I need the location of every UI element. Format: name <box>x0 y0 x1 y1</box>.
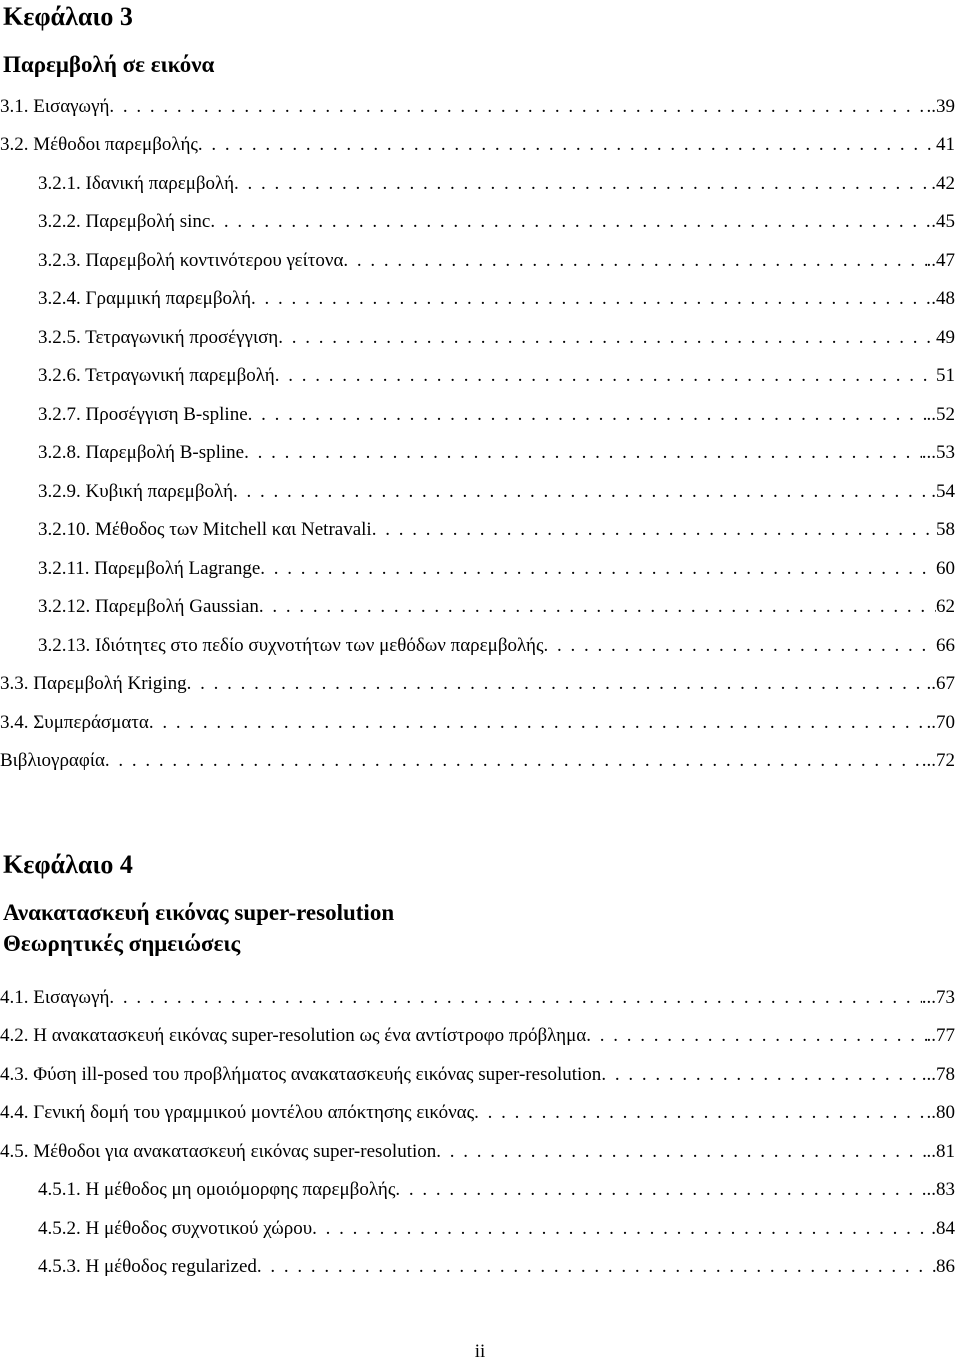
toc-entry[interactable] <box>0 1141 955 1163</box>
toc-page-number: .54 <box>931 481 955 502</box>
toc-entry-title: 3.3. Παρεμβολή Kriging <box>0 673 187 694</box>
toc-entry[interactable] <box>0 134 955 156</box>
toc-entry[interactable] <box>0 96 955 118</box>
toc-page-number: ..39 <box>926 96 955 117</box>
toc-entry-title: 3.2.4. Γραμμική παρεμβολή <box>38 288 252 309</box>
toc-page-number: 62 <box>936 596 955 617</box>
toc-page-number: ...72 <box>921 750 955 771</box>
toc-entry-title: 3.2.12. Παρεμβολή Gaussian <box>38 596 259 617</box>
toc-page-number: ..67 <box>926 673 955 694</box>
toc-page-number: ...78 <box>921 1064 955 1085</box>
dot-leader <box>251 288 931 310</box>
toc-entry[interactable] <box>0 327 955 349</box>
toc-page-number: ..47 <box>926 250 955 271</box>
toc-entry-title: 3.4. Συμπεράσματα <box>0 712 149 733</box>
dot-leader <box>586 1025 926 1047</box>
chapter-3-heading: Κεφάλαιο 3 <box>3 2 133 31</box>
toc-entry[interactable] <box>0 750 955 772</box>
dot-leader <box>544 635 936 657</box>
toc-entry-title: 3.2.7. Προσέγγιση B-spline <box>38 404 248 425</box>
toc-page-number: ..77 <box>926 1025 955 1046</box>
toc-page-number: .45 <box>931 211 955 232</box>
toc-page-number: ..52 <box>926 404 955 425</box>
toc-page-number: ...83 <box>921 1179 955 1200</box>
dot-leader <box>198 134 936 156</box>
dot-leader <box>248 404 927 426</box>
toc-entry[interactable] <box>0 1102 955 1124</box>
dot-leader <box>105 750 922 772</box>
toc-page-number: 51 <box>936 365 955 386</box>
dot-leader <box>257 1256 936 1278</box>
toc-entry-title: 3.2.8. Παρεμβολή B-spline <box>38 442 245 463</box>
dot-leader <box>395 1179 921 1201</box>
dot-leader <box>234 173 931 195</box>
chapter-4-heading: Κεφάλαιο 4 <box>3 850 133 879</box>
toc-entry[interactable] <box>0 1256 955 1278</box>
chapter-4-subtitle: Θεωρητικές σημειώσεις <box>3 931 241 956</box>
toc-page-number: 66 <box>936 635 955 656</box>
dot-leader <box>312 1218 931 1240</box>
toc-entry-title: 3.2.13. Ιδιότητες στο πεδίο συχνοτήτων των μεθόδων παρεμβολής <box>38 635 544 656</box>
toc-entry-title: 3.2. Μέθοδοι παρεμβολής <box>0 134 198 155</box>
dot-leader <box>601 1064 921 1086</box>
toc-entry-title: 4.4. Γενική δομή του γραμμικού μοντέλου απόκτησης εικόνας <box>0 1102 475 1123</box>
toc-page-number: ..80 <box>926 1102 955 1123</box>
dot-leader <box>233 481 931 503</box>
toc-page-number: 60 <box>936 558 955 579</box>
dot-leader <box>474 1102 926 1124</box>
toc-page-number: .84 <box>931 1218 955 1239</box>
toc-entry-title: 4.2. Η ανακατασκευή εικόνας super-resolution ως ένα αντίστροφο πρόβλημα <box>0 1025 587 1046</box>
toc-page-number: .42 <box>931 173 955 194</box>
toc-page-number: 49 <box>936 327 955 348</box>
toc-entry-title: 4.5.2. Η μέθοδος συχνοτικού χώρου <box>38 1218 313 1239</box>
toc-entry[interactable] <box>0 365 955 387</box>
toc-entry[interactable] <box>0 173 955 195</box>
toc-entry-title: 4.1. Εισαγωγή <box>0 987 110 1008</box>
toc-entry[interactable] <box>0 519 955 541</box>
dot-leader <box>210 211 931 233</box>
toc-page-number: 86 <box>936 1256 955 1277</box>
toc-page-number: .48 <box>931 288 955 309</box>
toc-entry-title: 3.2.10. Μέθοδος των Mitchell και Netravali <box>38 519 372 540</box>
dot-leader <box>109 987 921 1009</box>
dot-leader <box>109 96 926 118</box>
toc-entry[interactable] <box>0 1179 955 1201</box>
page-number: ii <box>474 1341 486 1362</box>
toc-entry-title: 3.2.2. Παρεμβολή sinc <box>38 211 211 232</box>
dot-leader <box>244 442 922 464</box>
toc-page-number: ...73 <box>921 987 955 1008</box>
toc-entry-title: 4.5. Μέθοδοι για ανακατασκευή εικόνας super-resolution <box>0 1141 437 1162</box>
dot-leader <box>260 558 936 580</box>
dot-leader <box>275 365 936 387</box>
toc-entry-title: 3.2.6. Τετραγωνική παρεμβολή <box>38 365 275 386</box>
dot-leader <box>278 327 936 349</box>
toc-page-number: ..81 <box>926 1141 955 1162</box>
toc-entry[interactable] <box>0 404 955 426</box>
toc-page-number: ...53 <box>921 442 955 463</box>
toc-entry[interactable] <box>0 987 955 1009</box>
dot-leader <box>343 250 926 272</box>
dot-leader <box>436 1141 926 1163</box>
toc-page-number: ..70 <box>926 712 955 733</box>
toc-entry[interactable] <box>0 481 955 503</box>
toc-entry-title: 3.2.5. Τετραγωνική προσέγγιση <box>38 327 279 348</box>
toc-entry-title: 3.2.9. Κυβική παρεμβολή <box>38 481 234 502</box>
toc-entry[interactable] <box>0 288 955 310</box>
toc-entry-title: 3.2.3. Παρεμβολή κοντινότερου γείτονα <box>38 250 344 271</box>
toc-entry-title: 3.2.11. Παρεμβολή Lagrange <box>38 558 261 579</box>
toc-entry-title: 3.2.1. Ιδανική παρεμβολή <box>38 173 235 194</box>
toc-entry[interactable] <box>0 635 955 657</box>
toc-page-number: 58 <box>936 519 955 540</box>
toc-entry[interactable] <box>0 596 955 618</box>
dot-leader <box>259 596 936 618</box>
toc-entry[interactable] <box>0 211 955 233</box>
chapter-4-title: Ανακατασκευή εικόνας super-resolution <box>3 900 395 925</box>
toc-entry[interactable] <box>0 558 955 580</box>
toc-entry-title: 4.3. Φύση ill-posed του προβλήματος ανακατασκευής εικόνας super-resolution <box>0 1064 602 1085</box>
dot-leader <box>187 673 927 695</box>
toc-entry[interactable] <box>0 712 955 734</box>
toc-page-number: 41 <box>936 134 955 155</box>
toc-entry[interactable] <box>0 250 955 272</box>
chapter-3-title: Παρεμβολή σε εικόνα <box>3 52 215 77</box>
toc-entry-title: 3.1. Εισαγωγή <box>0 96 110 117</box>
toc-entry-title: 4.5.1. Η μέθοδος μη ομοιόμορφης παρεμβολής <box>38 1179 396 1200</box>
toc-entry-title: 4.5.3. Η μέθοδος regularized <box>38 1256 257 1277</box>
toc-entry[interactable] <box>0 1064 955 1086</box>
toc-entry[interactable] <box>0 1025 955 1047</box>
toc-entry-title: Βιβλιογραφία <box>0 750 105 771</box>
toc-entry[interactable] <box>0 442 955 464</box>
toc-entry[interactable] <box>0 1218 955 1240</box>
dot-leader <box>149 712 927 734</box>
toc-entry[interactable] <box>0 673 955 695</box>
dot-leader <box>372 519 936 541</box>
